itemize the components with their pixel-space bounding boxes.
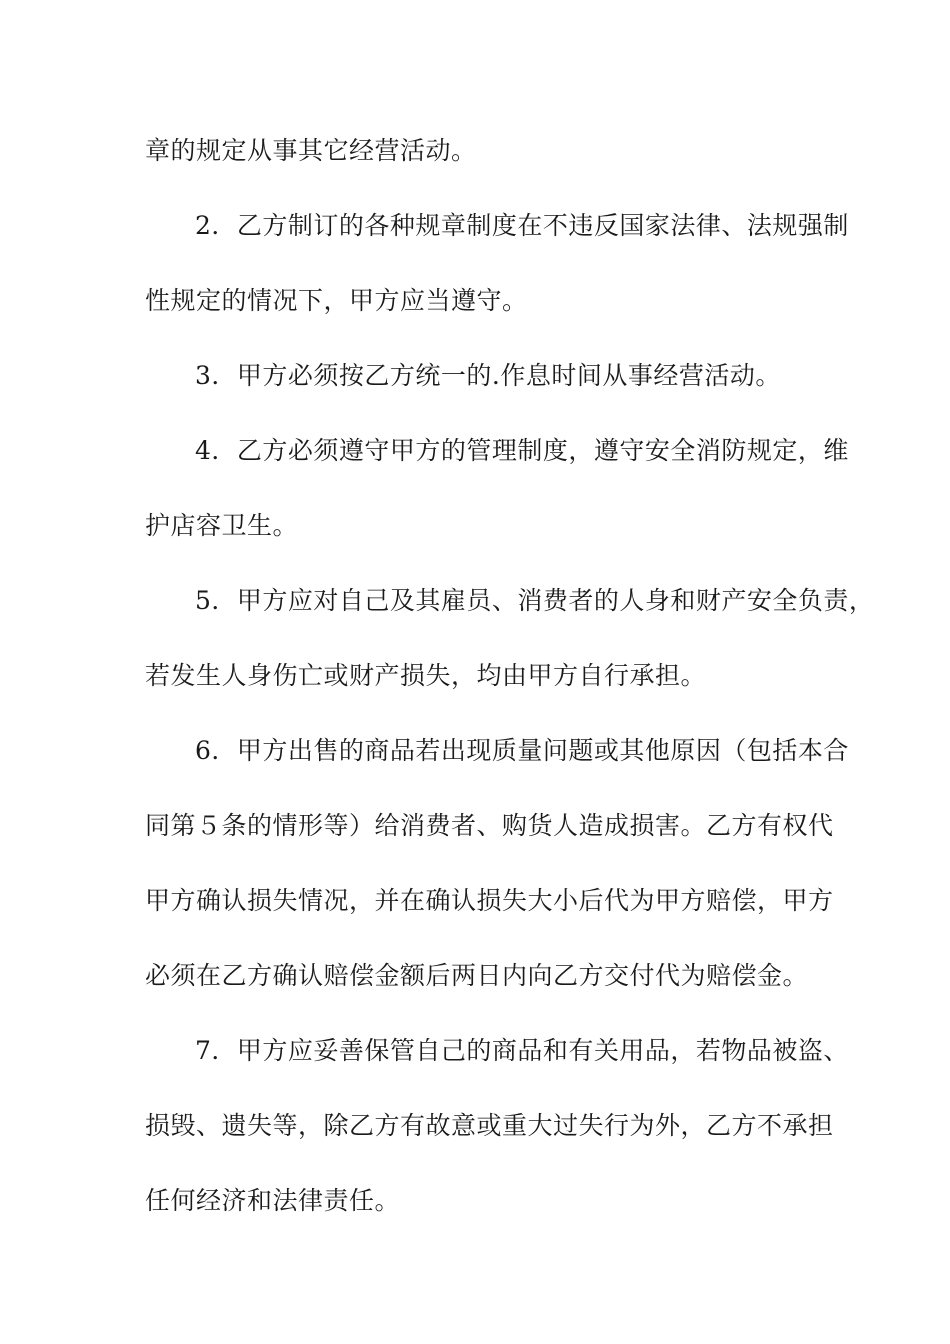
text-line: 甲方确认损失情况，并在确认损失大小后代为甲方赔偿，甲方 — [145, 886, 834, 915]
text-line: 性规定的情况下，甲方应当遵守。 — [145, 286, 528, 315]
text-line: 护店容卫生。 — [145, 511, 299, 540]
paragraph-2-line-1: 2．乙方制订的各种规章制度在不违反国家法律、法规强制 — [195, 211, 849, 240]
text-line: 必须在乙方确认赔偿金额后两日内向乙方交付代为赔偿金。 — [145, 961, 809, 990]
text-line: 任何经济和法律责任。 — [145, 1186, 401, 1215]
text-line: 损毁、遗失等，除乙方有故意或重大过失行为外，乙方不承担 — [145, 1111, 834, 1140]
text-line: 同第５条的情形等）给消费者、购货人造成损害。乙方有权代 — [145, 811, 834, 840]
paragraph-5-line-1: 5．甲方应对自己及其雇员、消费者的人身和财产安全负责， — [195, 586, 875, 615]
paragraph-7-line-1: 7．甲方应妥善保管自己的商品和有关用品，若物品被盗、 — [195, 1036, 849, 1065]
paragraph-4-line-1: 4．乙方必须遵守甲方的管理制度，遵守安全消防规定，维 — [195, 436, 849, 465]
text-line: 章的规定从事其它经营活动。 — [145, 136, 477, 165]
text-line: 若发生人身伤亡或财产损失，均由甲方自行承担。 — [145, 661, 707, 690]
paragraph-6-line-1: 6．甲方出售的商品若出现质量问题或其他原因（包括本合 — [195, 736, 849, 765]
paragraph-3-line-1: 3．甲方必须按乙方统一的.作息时间从事经营活动。 — [195, 361, 781, 390]
